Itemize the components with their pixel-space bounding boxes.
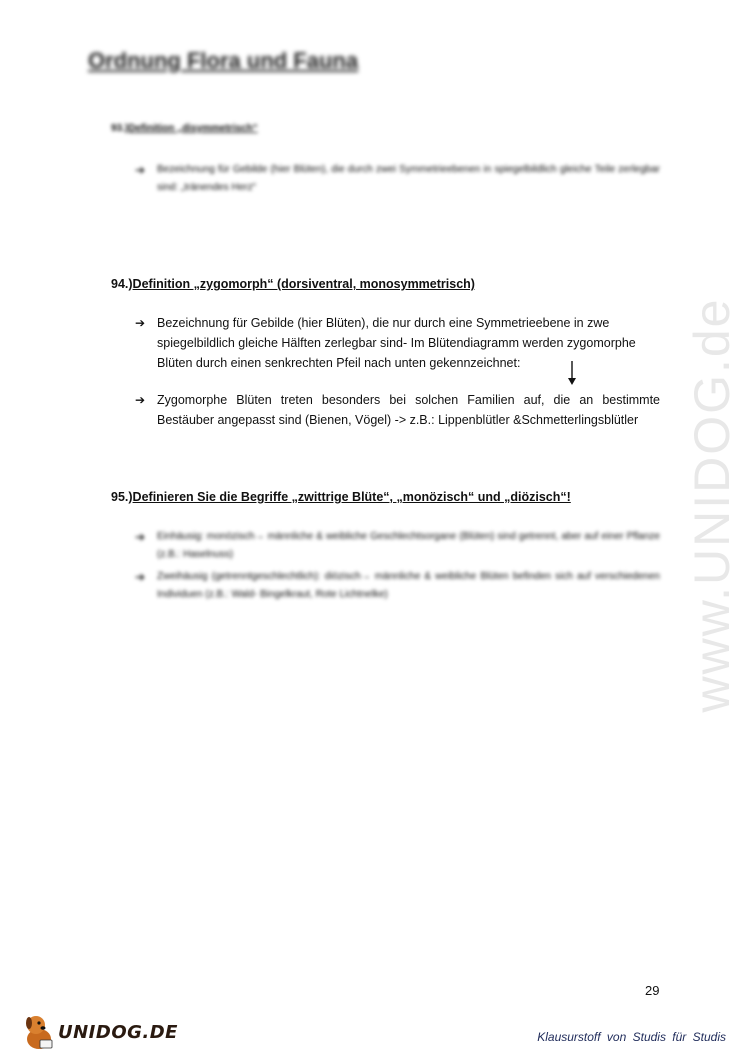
unidog-logo (22, 1012, 178, 1052)
question-94-number: 94.) (111, 277, 133, 291)
question-95-bullet-2 (135, 568, 660, 604)
question-93-heading (111, 123, 258, 134)
bullet-text: Zygomorphe Blüten treten besonders bei solchen Familien auf, die an bestimmte Bestäuber angepasst sind (Bienen, Vögel) -> z.B.: Lippenblütler &Schmetterlingsblütler (157, 393, 660, 427)
page-number: 29 (645, 983, 660, 998)
dog-mascot-icon (22, 1013, 56, 1051)
question-94-title: Definition „zygomorph“ (dorsiventral, monosymmetrisch) (132, 277, 475, 291)
down-arrow-icon (566, 360, 578, 386)
bullet-text: Bezeichnung für Gebilde (hier Blüten), die nur durch eine Symmetrieebene in zwe spiegelbildlich gleiche Hälften zerlegbar sind- Im Blütendiagramm werden zygomorphe Blüten durch einen senkrechten Pfeil nach unten gekennzeichnet: (157, 316, 636, 370)
footer-tagline: Klausurstoff von Studis für Studis (537, 1030, 726, 1044)
question-95-number: 95.) (111, 490, 133, 504)
arrow-bullet-icon: ➔ (135, 530, 146, 544)
bullet-text: Zweihäusig (getrenntgeschlechtlich): diözisch→ männliche & weibliche Blüten befinden sich auf verschiedenen Individuen (z.B.: Wald- Bingelkraut, Rote Lichtnelke) (157, 571, 660, 600)
question-95-bullet-1 (135, 528, 660, 564)
question-93-number: 93.) (111, 123, 129, 134)
arrow-bullet-icon: ➔ (135, 316, 146, 330)
question-93-title: Definition „disymmetrisch“ (128, 123, 258, 134)
watermark: www.UNIDOG.de (684, 297, 740, 713)
page-title: Ordnung Flora und Fauna (88, 48, 359, 73)
arrow-bullet-icon: ➔ (135, 570, 146, 584)
bullet-text: Bezeichnung für Gebilde (hier Blüten), die durch zwei Symmetrieebenen in spiegelbildlich gleiche Teile zerlegbar sind: „tränendes Herz“ (157, 164, 660, 193)
question-94-bullet-2 (135, 390, 660, 430)
question-94-bullet-1 (135, 313, 660, 373)
question-94-heading (111, 277, 475, 291)
question-95-heading (111, 490, 571, 504)
logo-text: UNIDOG.DE (58, 1021, 178, 1043)
question-95-title: Definieren Sie die Begriffe „zwittrige Blüte“, „monözisch“ und „diözisch“! (132, 490, 571, 504)
arrow-bullet-icon: ➔ (135, 393, 146, 407)
bullet-text: Einhäusig: monözisch→ männliche & weibliche Geschlechtsorgane (Blüten) sind getrennt, aber auf einer Pflanze (z.B.: Haselnuss) (157, 531, 660, 560)
arrow-bullet-icon: ➔ (135, 163, 146, 177)
question-93-bullet-1 (135, 161, 660, 197)
